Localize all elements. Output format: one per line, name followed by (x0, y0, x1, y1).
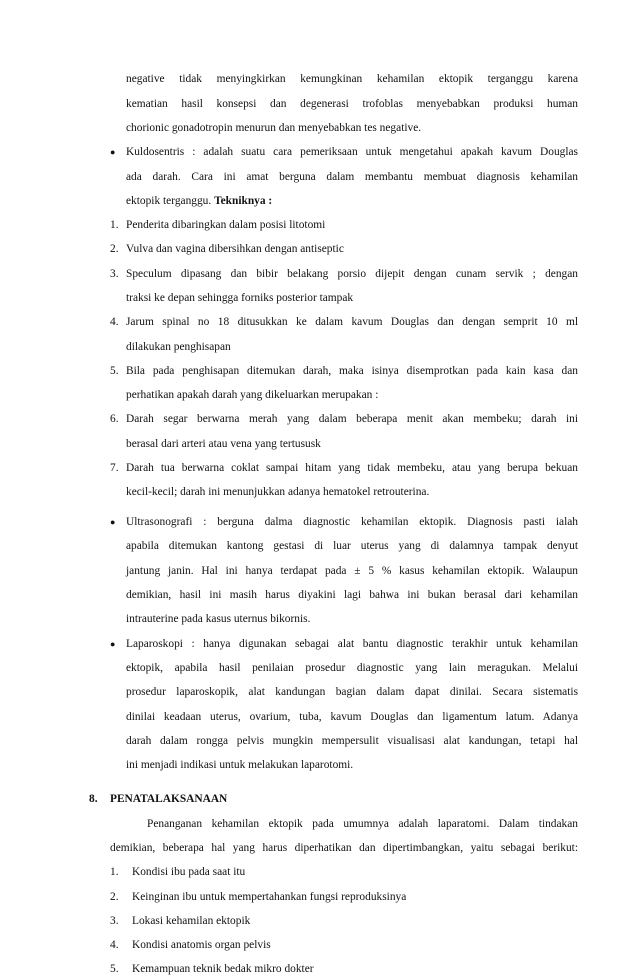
intro-line: negative tidak menyingkirkan kemungkinan kehamilan ektopik terganggu karena (126, 73, 578, 85)
item-text: Lokasi kehamilan ektopik (132, 915, 251, 927)
section-number: 8. (89, 793, 98, 805)
step-text: Penderita dibaringkan dalam posisi litotomi (126, 219, 326, 231)
step-number: 1. (110, 219, 119, 231)
usg-line: demikian, hasil ini masih harus diyakini lagi bahwa ini bukan berasal dari kehamilan (126, 589, 578, 601)
lapa-line: Laparoskopi : hanya digunakan sebagai alat bantu diagnostic terakhir untuk kehamilan (126, 638, 578, 650)
item-number: 3. (110, 915, 119, 927)
kuldo-text: ektopik terganggu. (126, 195, 212, 207)
intro-line: kematian hasil konsepsi dan degenerasi trofoblas menyebabkan produksi human (126, 98, 578, 110)
item-number: 2. (110, 891, 119, 903)
kuldo-line-last (126, 195, 272, 208)
step-text: Vulva dan vagina dibersihkan dengan antiseptic (126, 243, 344, 255)
step-number: 7. (110, 462, 119, 474)
section-para-line: demikian, beberapa hal yang harus diperhatikan dan dipertimbangkan, yaitu sebagai berikut: (110, 842, 578, 854)
lapa-line: prosedur laparoskopik, alat kandungan bagian dalam dapat dinilai. Secara sistematis (126, 686, 578, 698)
step-number: 5. (110, 365, 119, 377)
step-text: Darah segar berwarna merah yang dalam beberapa menit akan membeku; darah ini (126, 413, 578, 425)
step-text: Darah tua berwarna coklat sampai hitam yang tidak membeku, atau yang berupa bekuan (126, 462, 578, 474)
kuldo-line: ada darah. Cara ini amat berguna dalam membantu membuat diagnosis kehamilan (126, 171, 578, 183)
usg-line: jantung janin. Hal ini hanya terdapat pada ± 5 % kasus kehamilan ektopik. Walaupun (126, 565, 578, 577)
item-number: 5. (110, 963, 119, 975)
step-number: 4. (110, 316, 119, 328)
step-text: Bila pada penghisapan ditemukan darah, maka isinya disemprotkan pada kain kasa dan (126, 365, 578, 377)
lapa-line: ini menjadi indikasi untuk melakukan laparotomi. (126, 759, 354, 771)
item-text: Kondisi anatomis organ pelvis (132, 939, 271, 951)
step-text: berasal dari arteri atau vena yang tertususk (126, 438, 321, 450)
lapa-line: dinilai keadaan uterus, ovarium, tuba, kavum Douglas dan ligamentum latum. Adanya (126, 711, 578, 723)
step-number: 3. (110, 268, 119, 280)
bullet-icon: ● (110, 517, 116, 527)
usg-line: Ultrasonografi : berguna dalma diagnostic kehamilan ektopik. Diagnosis pasti ialah (126, 516, 578, 528)
step-text: kecil-kecil; darah ini menunjukkan adanya hematokel retrouterina. (126, 486, 430, 498)
step-text: dilakukan penghisapan (126, 341, 231, 353)
step-number: 6. (110, 413, 119, 425)
step-text: Speculum dipasang dan bibir belakang porsio dijepit dengan cunam servik ; dengan (126, 268, 578, 280)
kuldo-line: Kuldosentris : adalah suatu cara pemeriksaan untuk mengetahui apakah kavum Douglas (126, 146, 578, 158)
item-number: 1. (110, 866, 119, 878)
bullet-icon: ● (110, 147, 116, 157)
intro-line: chorionic gonadotropin menurun dan menyebabkan tes negative. (126, 122, 422, 134)
step-text: perhatikan apakah darah yang dikeluarkan merupakan : (126, 389, 379, 401)
bullet-icon: ● (110, 639, 116, 649)
step-text: Jarum spinal no 18 ditusukkan ke dalam kavum Douglas dan dengan semprit 10 ml (126, 316, 578, 328)
item-text: Kemampuan teknik bedak mikro dokter (132, 963, 314, 975)
teknik-label: Tekniknya : (214, 195, 273, 207)
item-text: Kondisi ibu pada saat itu (132, 866, 246, 878)
item-text: Keinginan ibu untuk mempertahankan fungsi reproduksinya (132, 891, 407, 903)
lapa-line: darah dalam rongga pelvis mungkin mempersulit visualisasi alat kandungan, tetapi hal (126, 735, 578, 747)
section-para-line: Penanganan kehamilan ektopik pada umumnya adalah laparatomi. Dalam tindakan (147, 818, 578, 830)
step-text: traksi ke depan sehingga forniks posterior tampak (126, 292, 354, 304)
lapa-line: ektopik, apabila hasil penilaian prosedur diagnostic yang lain meragukan. Melalui (126, 662, 578, 674)
step-number: 2. (110, 243, 119, 255)
usg-line: apabila ditemukan kantong gestasi di luar uterus yang di dalamnya tampak denyut (126, 540, 578, 552)
item-number: 4. (110, 939, 119, 951)
usg-line: intrauterine pada kasus uternus bikornis. (126, 613, 311, 625)
section-title: PENATALAKSANAAN (110, 793, 228, 805)
